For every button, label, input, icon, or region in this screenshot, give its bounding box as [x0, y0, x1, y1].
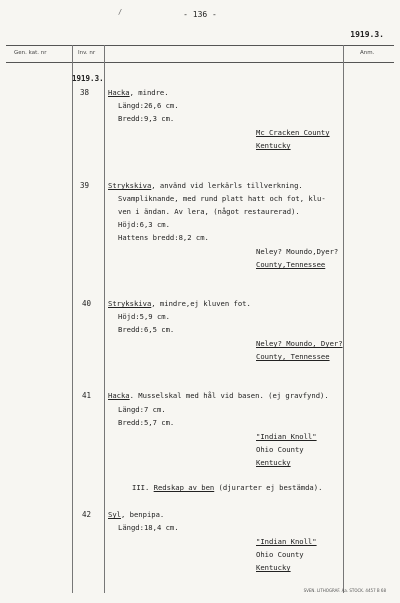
entry-41-location-1: "Indian Knoll": [256, 432, 317, 441]
header-bottom-rule: [6, 62, 394, 63]
entry-38-location-2: Kentucky: [256, 141, 291, 150]
entry-42-location-1: "Indian Knoll": [256, 537, 317, 546]
entry-41-length: Längd:7 cm.: [118, 405, 166, 414]
entry-41-name: Hacka: [108, 391, 130, 400]
entry-39-name: Strykskiva: [108, 181, 152, 190]
entry-42-length: Längd:18,4 cm.: [118, 523, 179, 532]
column-divider-1: [72, 45, 73, 593]
pen-mark: /: [118, 8, 123, 16]
entry-41-desc: . Musselskal med hål vid basen. (ej gravfynd).: [129, 391, 329, 400]
printer-imprint: SVEN. LITHOGRAF. Aa. STOCK. 4457 B 68: [303, 588, 386, 593]
entry-38-location-1: Mc Cracken County: [256, 128, 330, 137]
entry-38-length: Längd:26,6 cm.: [118, 101, 179, 110]
column-header-anm: Anm.: [360, 50, 375, 56]
column-divider-2: [104, 45, 105, 593]
inv-number-39: 39: [80, 181, 90, 190]
entry-40-location-2: County, Tennessee: [256, 352, 330, 361]
entry-38-width: Bredd:9,3 cm.: [118, 114, 175, 123]
entry-40-title: [108, 299, 251, 308]
entry-41-title: [108, 391, 329, 400]
entry-38-desc: , mindre.: [129, 88, 169, 97]
entry-40-width: Bredd:6,5 cm.: [118, 325, 175, 334]
entry-39-location-1: Neley? Moundo,Dyer?: [256, 247, 339, 256]
entry-39-location-2: County,Tennessee: [256, 260, 326, 269]
entry-40-desc: , mindre,ej kluven fot.: [151, 299, 251, 308]
entry-39-height: Höjd:6,3 cm.: [118, 220, 170, 229]
entry-42-title: [108, 510, 164, 519]
entry-42-location-3: Kentucky: [256, 563, 291, 572]
column-header-gen-kat-nr: Gen. kat. nr: [14, 50, 47, 56]
header-top-rule: [6, 45, 394, 46]
entry-42-location-2: Ohio County: [256, 550, 304, 559]
entry-39-desc: , använd vid lerkärls tillverkning.: [151, 181, 303, 190]
entry-40-height: Höjd:5,9 cm.: [118, 312, 170, 321]
entry-38-title: [108, 88, 169, 97]
column-divider-3: [343, 45, 344, 593]
entry-39-title: [108, 181, 303, 190]
section-heading: [132, 483, 322, 492]
section-note: (djurarter ej bestämda).: [214, 483, 323, 492]
inv-number-41: 41: [82, 391, 92, 400]
column-header-inv-nr: Inv. nr: [78, 50, 96, 56]
page-year: 1919.3.: [350, 30, 384, 39]
section-number: III.: [132, 483, 150, 492]
inv-number-40: 40: [82, 299, 92, 308]
entry-41-location-3: Kentucky: [256, 458, 291, 467]
entry-39-line-1: Svampliknande, med rund platt hatt och fot, klu-: [118, 194, 326, 203]
entry-39-line-2: ven i ändan. Av lera, (något restaurerad).: [118, 207, 300, 216]
entry-41-location-2: Ohio County: [256, 445, 304, 454]
entries-year-label: 1919.3.: [72, 74, 104, 83]
entry-42-name: Syl: [108, 510, 121, 519]
entry-42-desc: , benpipa.: [120, 510, 165, 519]
entry-41-width: Bredd:5,7 cm.: [118, 418, 175, 427]
entry-38-name: Hacka: [108, 88, 130, 97]
entry-39-hat-width: Hattens bredd:8,2 cm.: [118, 233, 209, 242]
inv-number-42: 42: [82, 510, 92, 519]
entry-40-name: Strykskiva: [108, 299, 152, 308]
page-number: - 136 -: [183, 10, 217, 19]
section-title: Redskap av ben: [153, 483, 215, 492]
inv-number-38: 38: [80, 88, 90, 97]
entry-40-location-1: Neley? Moundo, Dyer?: [256, 339, 343, 348]
